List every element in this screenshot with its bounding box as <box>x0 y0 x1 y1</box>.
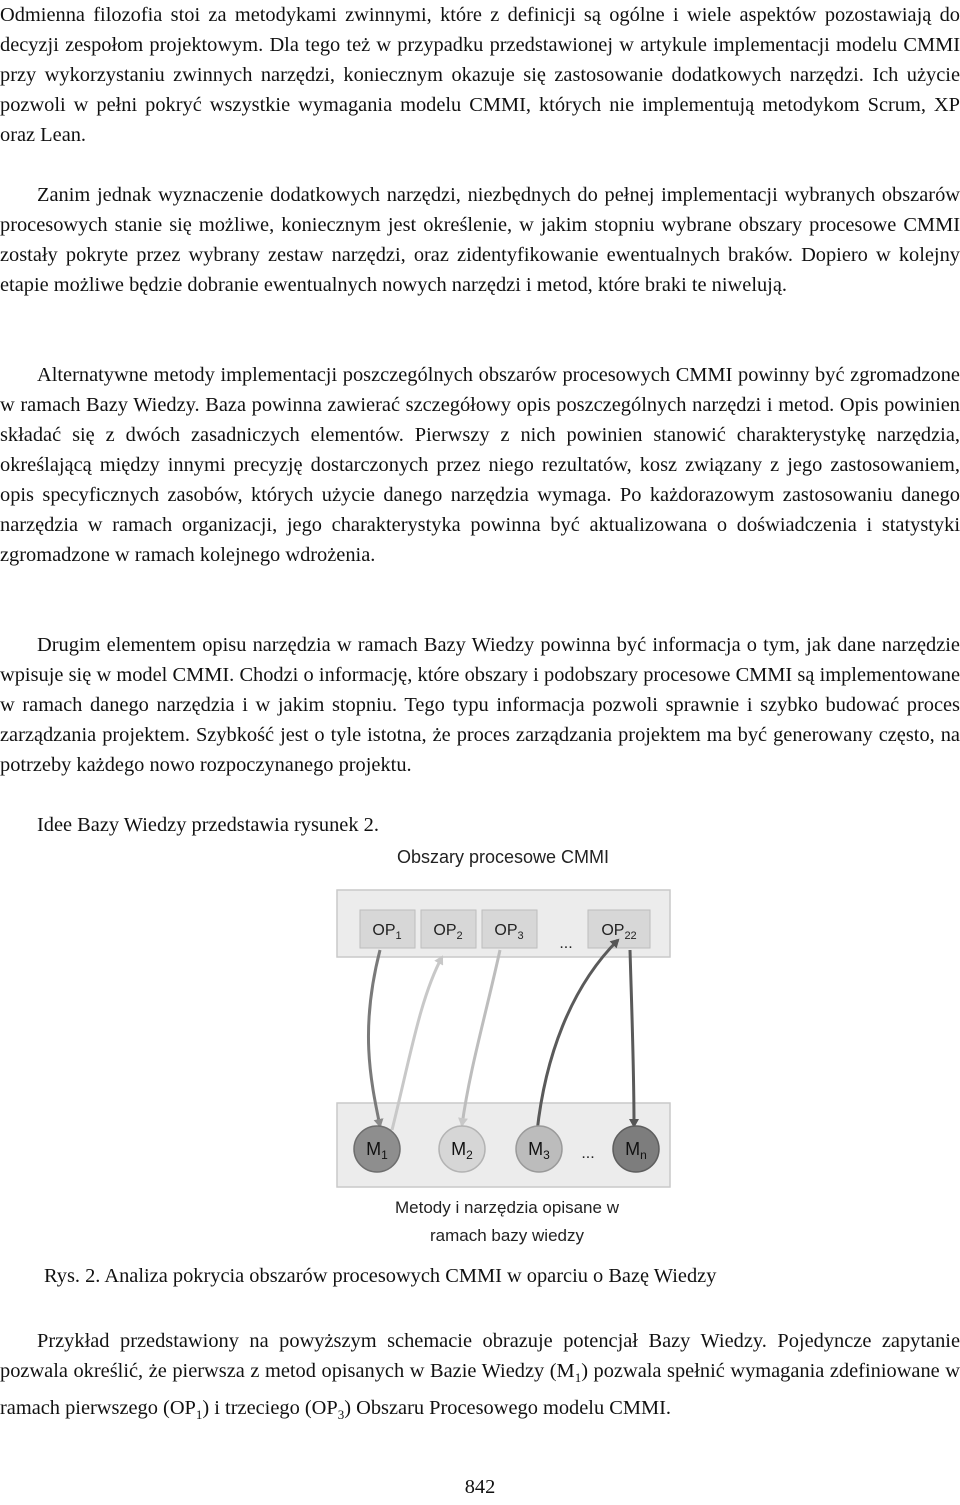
process-area-op22 <box>588 910 650 948</box>
methods-ellipsis: ... <box>581 1145 595 1162</box>
paragraph-1: Odmienna filozofia stoi za metodykami zwinnymi, które z definicji są ogólne i wiele aspektów pozostawiają do decyzji zespołom projektowym. Dla tego też w przypadku przedstawionej w artykule implementacji modelu CMMI przy wykorzystaniu zwinnych narzędzi, koniecznym okazuje się zastosowanie dodatkowych narzędzi. Ich użycie pozwoli w pełni pokryć wszystkie wymagania modelu CMMI, których nie implementują metodykom Scrum, XP oraz Lean. <box>0 4 960 146</box>
figure-top-label: Obszary procesowe CMMI <box>396 847 610 867</box>
method-mn <box>613 1126 659 1172</box>
process-areas-ellipsis: ... <box>559 935 573 952</box>
paragraph-5: Idee Bazy Wiedzy przedstawia rysunek 2. <box>37 814 379 836</box>
svg-text:OP2: $OP_2$ <box>433 922 463 942</box>
arrow-op1-to-m1 <box>368 950 380 1126</box>
process-area-op2 <box>421 910 476 948</box>
paragraph-4: Drugim elementem opisu narzędzia w ramach Bazy Wiedzy powinna być informacja o tym, jak dane narzędzie wpisuje się w model CMMI. Chodzi o informację, które obszary i podobszary procesowe CMMI są implementowane w ramach danego narzędzia i w jakim stopniu. Tego typu informacja pozwoli sprawnie i szybko budować proces zarządzania projektem. Szybkość jest o tyle istotna, że proces zarządzania projektem ma być generowany często, na potrzeby każdego nowo rozpoczynanego projektu. <box>0 634 960 776</box>
svg-text:M2: $M_2$ <box>451 1139 473 1162</box>
method-m2 <box>439 1126 485 1172</box>
svg-text:Mn: $M_n$ <box>625 1139 647 1162</box>
figure-bottom-label-line1: Metody i narzędzia opisane w <box>395 1198 619 1217</box>
svg-text:M1: $M_1$ <box>366 1139 388 1162</box>
svg-text:OP3: $OP_3$ <box>494 922 524 942</box>
process-area-op3 <box>482 910 537 948</box>
page-number: 842 <box>464 1476 496 1498</box>
figure-caption: Rys. 2. Analiza pokrycia obszarów procesowych CMMI w oparciu o Bazę Wiedzy <box>44 1265 717 1287</box>
process-area-op1 <box>360 910 415 948</box>
paragraph-2: Zanim jednak wyznaczenie dodatkowych narzędzi, niezbędnych do pełnej implementacji wybranych obszarów procesowych stanie się możliwe, koniecznym jest określenie, w jakim stopniu wybrane obszary procesowe CMMI zostały pokryte przez wybrany zestaw narzędzi, oraz zidentyfikowanie ewentualnych braków. Dopiero w kolejny etapie możliwe będzie dobranie ewentualnych nowych narzędzi i metod, które braki te niwelują. <box>0 184 960 296</box>
figure-bottom-label-line2: ramach bazy wiedzy <box>429 1226 585 1245</box>
figure-knowledge-base-diagram <box>0 838 960 1258</box>
arrow-op3-to-m2 <box>462 950 500 1125</box>
method-m3 <box>516 1126 562 1172</box>
method-m1 <box>354 1126 400 1172</box>
arrow-op22-to-mn <box>630 950 634 1126</box>
svg-text:OP1: $OP_1$ <box>372 922 402 942</box>
paragraph-closing: Przykład przedstawiony na powyższym schemacie obrazuje potencjał Bazy Wiedzy. Pojedyncze zapytanie pozwala określić, że pierwsza z metod opisanych w Bazie Wiedzy $(M_1)$ pozwala spełnić wymagania zdefiniowane w ramach pierwszego $(OP_1)$ i trzeciego $(OP_3)$ Obszaru Procesowego modelu CMMI. <box>0 1330 960 1423</box>
paragraph-3: Alternatywne metody implementacji poszczególnych obszarów procesowych CMMI powinny być zgromadzone w ramach Bazy Wiedzy. Baza powinna zawierać szczegółowy opis poszczególnych narzędzi i metod. Opis powinien składać się z dwóch zasadniczych elementów. Pierwszy z nich powinien stanowić charakterystykę narzędzia, określającą między innymi precyzję dostarczonych przez niego rezultatów, kosz związany z jego zastosowaniem, opis specyficznych zasobów, których użycie danego narzędzia wymaga. Po każdorazowym zastosowaniu danego narzędzia w ramach organizacji, jego charakterystyka powinna być aktualizowana o doświadczenia i statystyki zgromadzone w ramach kolejnego wdrożenia. <box>0 364 960 566</box>
svg-text:M3: $M_3$ <box>528 1139 550 1162</box>
diagram-svg <box>0 838 960 1258</box>
svg-text:OP22: $OP_{22}$ <box>601 922 637 942</box>
